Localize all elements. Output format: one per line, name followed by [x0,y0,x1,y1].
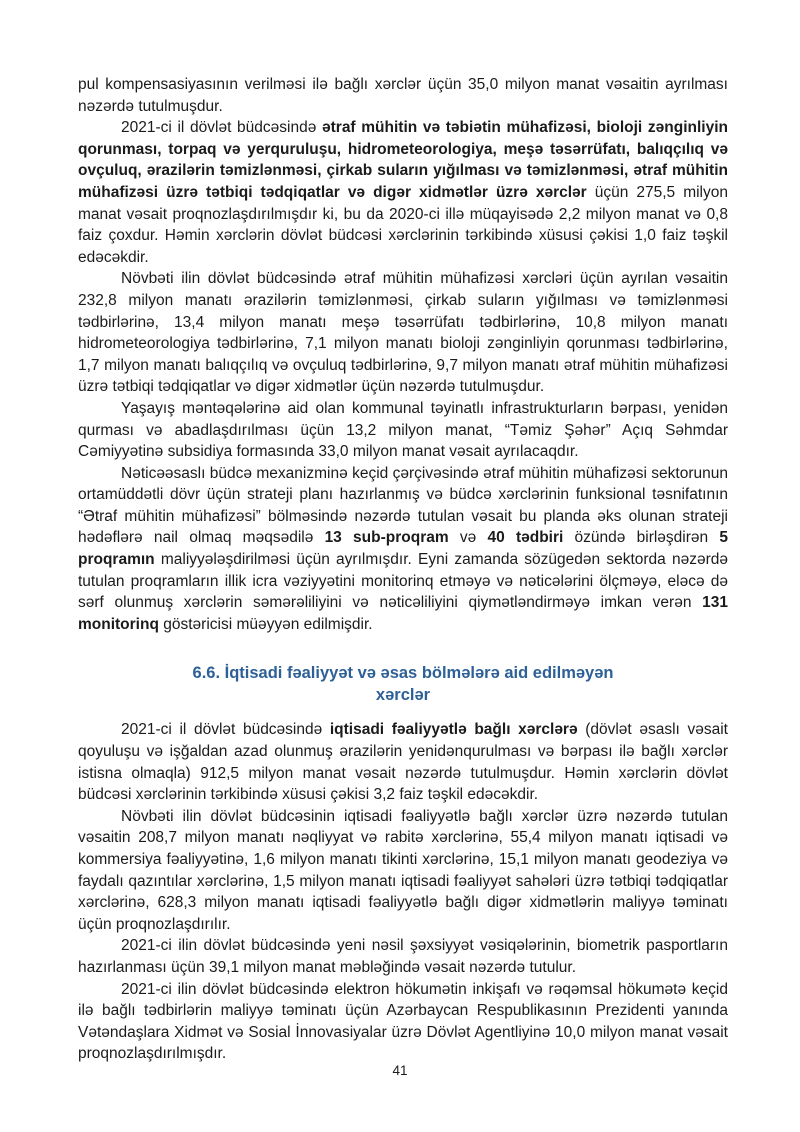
section-heading-line: xərclər [375,686,431,705]
section-heading-line: 6.6. İqtisadi fəaliyyət və əsas bölmələrə aid edilməyən [192,664,614,683]
paragraph [78,719,728,805]
section-heading [78,662,728,706]
page-footer [0,1062,800,1080]
bold-text-run: 5 proqramın [78,529,728,569]
paragraph [78,806,728,936]
text-run: Növbəti ilin dövlət büdcəsində ətraf mühitin mühafizəsi xərcləri üçün ayrılan vəsaitin 232,8 milyon manatı ərazilərin təmizlənməsi, çirkab suların yığılması və təmizlənməsi tədbirlərinə, 13,4 milyon manatı meşə təsərrüfatı tədbirlərinə, 10,8 milyon manatı hidrometeorologiya tədbirlərinə, 7,1 milyon manatı bioloji zənginliyin qorunması tədbirlərinə, 1,7 milyon manatı balıqçılıq və ovçuluq tədbirlərinə, 9,7 milyon manatı ətraf mühitin mühafizəsi üzrə tətbiqi tədqiqatlar və digər xidmətlər üçün nəzərdə tutulmuşdur. [78,270,728,396]
paragraph [78,74,728,117]
document-content [78,74,728,1065]
text-run: 2021-ci il dövlət büdcəsində [121,119,322,137]
text-run: və [448,529,488,547]
bold-text-run: iqtisadi fəaliyyətlə bağlı xərclərə [329,721,578,739]
paragraph [78,398,728,463]
text-run: pul kompensasiyasının verilməsi ilə bağlı xərclər üçün 35,0 milyon manat vəsaitin ayrılması nəzərdə tutulmuşdur. [78,76,728,115]
bold-text-run: ətraf mühitin və təbiətin mühafizəsi, bioloji zənginliyin qorunması, torpaq və yerquruluşu, hidrometeorologiya, meşə təsərrüfatı, balıqçılıq və ovçuluq, ərazilərin təmizlənməsi, çirkab suların yığılması və təmizlənməsi, ətraf mühitin mühafizəsi üzrə tətbiqi tədqiqatlar və digər xidmətlər üzrə xərclər [78,119,728,201]
paragraph [78,117,728,268]
text-run: 2021-ci il dövlət büdcəsində [121,721,330,739]
paragraph [78,463,728,636]
text-run: göstəricisi müəyyən edilmişdir. [158,615,373,633]
text-run: (dövlət əsaslı vəsait qoyuluşu və işğaldan azad olunmuş ərazilərin yenidənqurulması və bərpası ilə bağlı xərclər istisna olmaqla) 912,5 milyon manat vəsait nəzərdə tutulmuşdur. Həmin xərclərin dövlət büdcəsi xərclərinin tərkibində xüsusi çəkisi 3,2 faiz təşkil edəcəkdir. [78,721,728,804]
text-run: 2021-ci ilin dövlət büdcəsində yeni nəsil şəxsiyyət vəsiqələrinin, biometrik pasportların hazırlanması üçün 39,1 milyon manat məbləğində vəsait nəzərdə tutulur. [78,937,728,976]
paragraph [78,935,728,978]
bold-text-run: 40 tədbiri [487,529,564,547]
text-run: özündə birləşdirən [563,529,720,547]
text-run: Yaşayış məntəqələrinə aid olan kommunal təyinatlı infrastrukturların bərpası, yenidən qurması və abadlaşdırılması üçün 13,2 milyon manat, “Təmiz Şəhər” Açıq Səhmdar Cəmiyyətinə subsidiya formasında 33,0 milyon manat vəsait ayrılacaqdır. [78,399,728,461]
text-run: maliyyələşdirilməsi üçün ayrılmışdır. Eyni zamanda sözügedən sektorda nəzərdə tutulan proqramların illik icra vəziyyətini monitorinq etməyə və nəticələrini ölçməyə, eləcə də sərf olunmuş xərclərin səmərəliliyini və nəticəliliyini qiymətləndirməyə imkan verən [78,551,728,612]
text-run: Nəticəəsaslı büdcə mexanizminə keçid çərçivəsində ətraf mühitin mühafizəsi sektorunun ortamüddətli dövr üçün strateji planı hazırlanmış və büdcə xərclərinin funksional təsnifatının “Ətraf mühitin mühafizəsi” bölməsində nəzərdə tutulan vəsait bu planda əks olunan strateji hədəflərə nail olmaq məqsədilə [78,464,728,547]
text-run: 2021-ci ilin dövlət büdcəsində elektron hökumətin inkişafı və rəqəmsal hökumətə keçid ilə bağlı tədbirlərin maliyyə təminatı üçün Azərbaycan Respublikasının Prezidenti yanında Vətəndaşlara Xidmət və Sosial İnnovasiyalar üzrə Dövlət Agentliyinə 10,0 milyon manat vəsait proqnozlaşdırılmışdır. [78,980,728,1063]
page-number: 41 [392,1063,408,1078]
bold-text-run: 13 sub-proqram [324,529,449,547]
text-run: üçün 275,5 milyon manat vəsait proqnozlaşdırılmışdır ki, bu da 2020-ci illə müqayisədə 2,2 milyon manat və 0,8 faiz çoxdur. Həmin xərclərin dövlət büdcəsi xərclərinin tərkibində xüsusi çəkisi 1,0 faiz təşkil edəcəkdir. [78,183,728,266]
paragraph [78,979,728,1065]
bold-text-run: 131 monitorinq [78,594,728,633]
text-run: Növbəti ilin dövlət büdcəsinin iqtisadi fəaliyyətlə bağlı xərclər üzrə nəzərdə tutulan vəsaitin 208,7 milyon manatı nəqliyyat və rabitə xərclərinə, 55,4 milyon manatı iqtisadi və kommersiya fəaliyyətinə, 1,6 milyon manatı tikinti xərclərinə, 15,1 milyon manatı geodeziya və faydalı qazıntılar xərclərinə, 1,5 milyon manatı iqtisadi fəaliyyət sahələri üzrə tətbiqi tədqiqatlar xərclərinə, 628,3 milyon manatı iqtisadi fəaliyyətlə bağlı digər xidmətlərin maliyyə təminatı üçün proqnozlaşdırılır. [78,807,728,933]
paragraph [78,268,728,398]
